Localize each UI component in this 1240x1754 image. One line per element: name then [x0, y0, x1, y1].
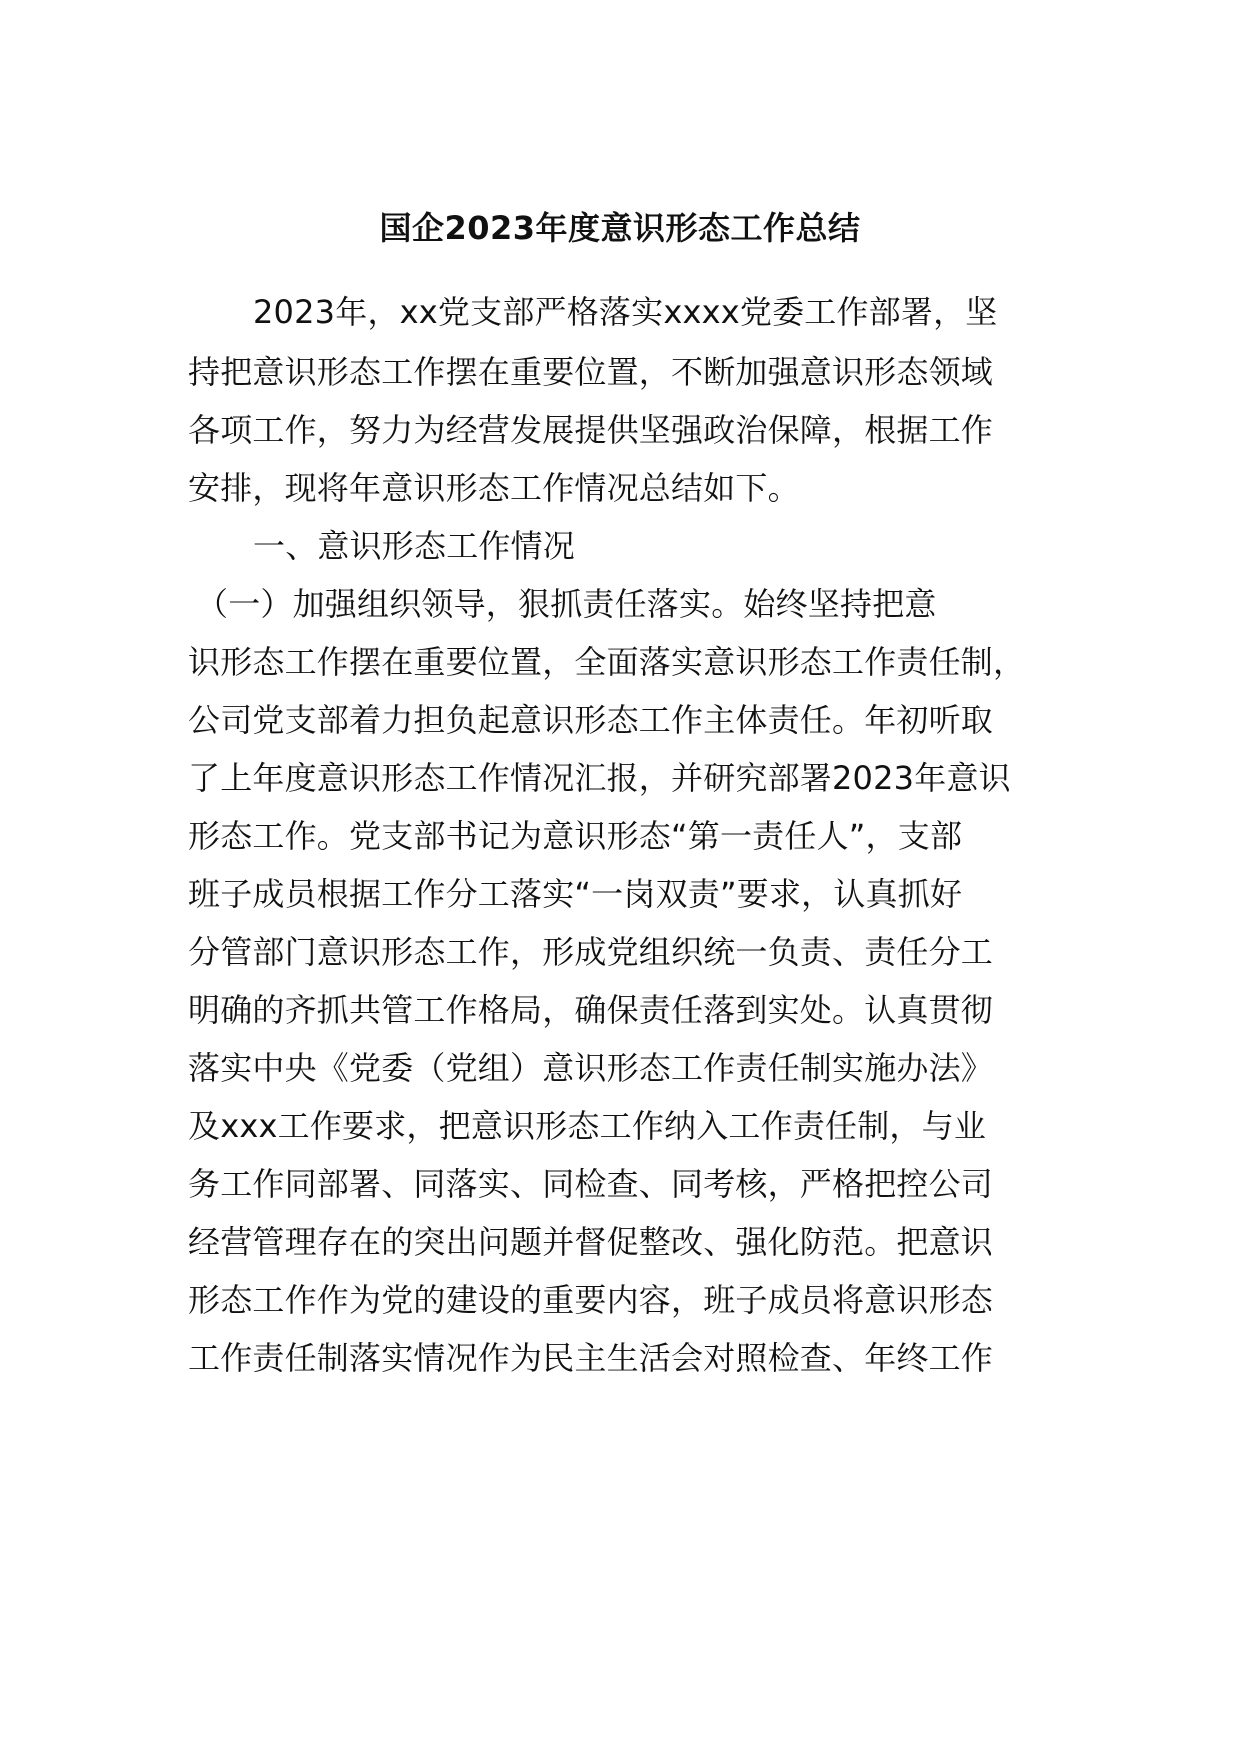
paragraph-2-line-5: 形态工作。党支部书记为意识形态“第一责任人”，支部	[188, 817, 963, 855]
paragraph-2-line-1: （一）加强组织领导，狠抓责任落实。始终坚持把意	[196, 585, 937, 623]
paragraph-2-line-4: 了上年度意识形态工作情况汇报，并研究部署2023年意识	[188, 759, 1011, 797]
paragraph-1-line-4: 安排，现将年意识形态工作情况总结如下。	[188, 469, 800, 507]
paragraph-1-line-1: 2023年，xx党支部严格落实xxxx党委工作部署，坚	[253, 293, 998, 331]
paragraph-1-line-2: 持把意识形态工作摆在重要位置，不断加强意识形态领域	[188, 353, 994, 391]
paragraph-2-line-13: 形态工作作为党的建设的重要内容，班子成员将意识形态	[188, 1281, 994, 1319]
paragraph-2-line-2: 识形态工作摆在重要位置，全面落实意识形态工作责任制，	[188, 643, 1026, 681]
paragraph-2-line-14: 工作责任制落实情况作为民主生活会对照检查、年终工作	[188, 1339, 994, 1377]
paragraph-2-line-8: 明确的齐抓共管工作格局，确保责任落到实处。认真贯彻	[188, 991, 994, 1029]
paragraph-2-line-3: 公司党支部着力担负起意识形态工作主体责任。年初听取	[188, 701, 994, 739]
paragraph-2-line-9: 落实中央《党委（党组）意识形态工作责任制实施办法》	[188, 1049, 994, 1087]
paragraph-2-line-12: 经营管理存在的突出问题并督促整改、强化防范。把意识	[188, 1223, 994, 1261]
document-title: 国企2023年度意识形态工作总结	[379, 209, 861, 247]
paragraph-2-line-7: 分管部门意识形态工作，形成党组织统一负责、责任分工	[188, 933, 994, 971]
paragraph-2-line-11: 务工作同部署、同落实、同检查、同考核，严格把控公司	[188, 1165, 994, 1203]
paragraph-2-line-6: 班子成员根据工作分工落实“一岗双责”要求，认真抓好	[188, 875, 963, 913]
paragraph-2-line-10: 及xxx工作要求，把意识形态工作纳入工作责任制，与业	[188, 1107, 987, 1145]
paragraph-1-line-3: 各项工作，努力为经营发展提供坚强政治保障，根据工作	[188, 411, 994, 449]
section-heading: 一、意识形态工作情况	[253, 527, 576, 565]
